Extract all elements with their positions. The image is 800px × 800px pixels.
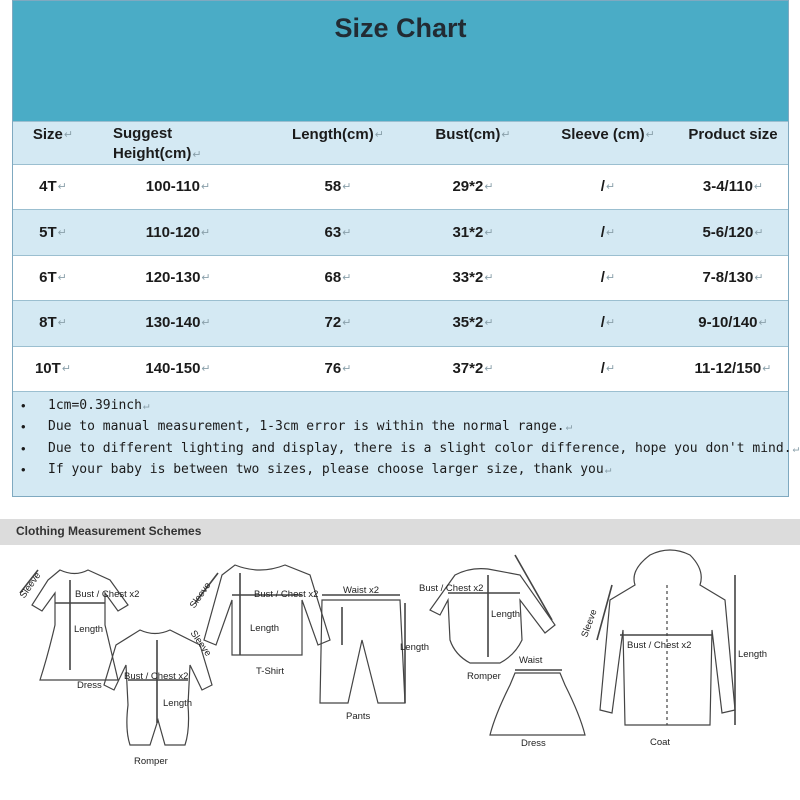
header-size: Size ↵ xyxy=(32,126,74,143)
cell-value: / xyxy=(600,268,605,286)
label-length: Length xyxy=(738,649,768,660)
table-cell: 6T ↵ xyxy=(39,268,67,286)
label-waist-x2: Waist x2 xyxy=(343,585,380,596)
clothing-diagrams xyxy=(0,545,800,800)
cell-value: / xyxy=(600,178,605,196)
table-cell: / ↵ xyxy=(600,178,616,196)
table-cell: 5T ↵ xyxy=(39,223,67,241)
cell-value: 6T xyxy=(39,268,57,286)
label-bust-chest: Bust / Chest x2 xyxy=(75,589,140,600)
size-chart xyxy=(12,0,800,497)
label-waist: Waist xyxy=(519,655,543,666)
label-tshirt: T-Shirt xyxy=(256,666,284,677)
table-cell: / ↵ xyxy=(600,359,616,377)
cell-value: 120-130 xyxy=(145,268,201,286)
table-cell: 140-150 ↵ xyxy=(145,359,211,377)
label-bust-chest: Bust / Chest x2 xyxy=(627,640,692,651)
table-cell: 100-110 ↵ xyxy=(145,178,211,196)
cell-value: 33*2 xyxy=(452,268,484,286)
scheme-title: Clothing Measurement Schemes xyxy=(16,524,202,538)
table-cell: 110-120 ↵ xyxy=(145,223,211,241)
label-dress: Dress xyxy=(77,680,102,691)
coat-diagram-icon xyxy=(597,550,735,725)
table-cell: 7-8/130 ↵ xyxy=(702,268,764,286)
label-length: Length xyxy=(400,642,430,653)
table-cell: 37*2 ↵ xyxy=(452,359,494,377)
table-cell: 33*2 ↵ xyxy=(452,268,494,286)
table-row xyxy=(13,300,788,345)
label-coat: Coat xyxy=(650,737,671,748)
table-cell: / ↵ xyxy=(600,314,616,332)
cell-value: / xyxy=(600,314,605,332)
table-cell: 10T ↵ xyxy=(34,359,72,377)
cell-value: 7-8/130 xyxy=(702,268,754,286)
table-cell: 76 ↵ xyxy=(324,359,352,377)
table-cell: 130-140 ↵ xyxy=(145,314,211,332)
label-bust-chest: Bust / Chest x2 xyxy=(254,589,319,600)
label-length: Length xyxy=(491,609,521,620)
table-row xyxy=(13,255,788,300)
notes-box xyxy=(13,391,800,498)
label-romper: Romper xyxy=(134,756,168,767)
cell-value: 4T xyxy=(39,178,57,196)
table-cell: 4T ↵ xyxy=(39,178,67,196)
label-dress: Dress xyxy=(521,738,546,749)
cell-value: 5-6/120 xyxy=(702,223,754,241)
label-bust-chest: Bust / Chest x2 xyxy=(124,671,189,682)
table-cell: 63 ↵ xyxy=(324,223,352,241)
note-item: • 1cm=0.39inch↵ xyxy=(48,398,150,413)
table-cell: 35*2 ↵ xyxy=(452,314,494,332)
table-cell: 120-130 ↵ xyxy=(145,268,211,286)
cell-value: / xyxy=(600,223,605,241)
cell-value: 9-10/140 xyxy=(698,314,758,332)
cell-value: 11-12/150 xyxy=(694,359,762,377)
cell-value: 63 xyxy=(324,223,342,241)
cell-value: 3-4/110 xyxy=(702,178,753,196)
chart-title: Size Chart xyxy=(334,13,467,43)
table-cell: 29*2 ↵ xyxy=(452,178,494,196)
cell-value: 72 xyxy=(324,314,342,332)
table-cell: 31*2 ↵ xyxy=(452,223,494,241)
note-item: • If your baby is between two sizes, please choose larger size, thank you↵ xyxy=(48,462,611,477)
scheme-header-bar xyxy=(0,519,800,545)
tshirt-diagram-icon xyxy=(195,565,330,655)
table-cell: 8T ↵ xyxy=(39,314,67,332)
header-sleeve: Sleeve (cm) ↵ xyxy=(561,126,655,143)
cell-value: 76 xyxy=(324,359,342,377)
skirt-diagram-icon xyxy=(490,670,585,735)
header-height: Suggest Height(cm)↵ xyxy=(113,125,202,162)
cell-value: 100-110 xyxy=(145,178,200,196)
cell-value: 8T xyxy=(39,314,57,332)
header-length: Length(cm) ↵ xyxy=(292,126,384,143)
cell-value: 58 xyxy=(324,178,342,196)
table-row xyxy=(13,164,788,209)
table-cell: 5-6/120 ↵ xyxy=(702,223,764,241)
label-sleeve: Sleeve xyxy=(17,570,44,601)
label-bust-chest: Bust / Chest x2 xyxy=(419,583,484,594)
header-product-size: Product size xyxy=(688,126,778,143)
cell-value: 5T xyxy=(39,223,57,241)
table-cell: 9-10/140 ↵ xyxy=(698,314,768,332)
cell-value: 10T xyxy=(34,359,61,377)
cell-value: 140-150 xyxy=(145,359,201,377)
table-cell: / ↵ xyxy=(600,223,616,241)
cell-value: 68 xyxy=(324,268,342,286)
label-sleeve: Sleeve xyxy=(187,580,214,611)
cell-value: 35*2 xyxy=(452,314,484,332)
note-item: • Due to manual measurement, 1-3cm error is within the normal range.↵ xyxy=(48,419,572,434)
label-sleeve: Sleeve xyxy=(579,607,600,640)
table-cell: 11-12/150 ↵ xyxy=(694,359,772,377)
label-length: Length xyxy=(74,624,104,635)
cell-value: / xyxy=(600,359,605,377)
table-row xyxy=(13,209,788,254)
table-header-row xyxy=(13,121,788,164)
title-band xyxy=(13,1,788,121)
table-row xyxy=(13,346,788,391)
label-length: Length xyxy=(163,698,193,709)
table-cell: 72 ↵ xyxy=(324,314,352,332)
table-cell: 58 ↵ xyxy=(324,178,352,196)
table-cell: 68 ↵ xyxy=(324,268,352,286)
cell-value: 31*2 xyxy=(452,223,484,241)
header-bust: Bust(cm) ↵ xyxy=(435,126,511,143)
label-sleeve: Sleeve xyxy=(187,628,214,659)
table-cell: 3-4/110 ↵ xyxy=(702,178,764,196)
cell-value: 37*2 xyxy=(452,359,484,377)
label-pants: Pants xyxy=(346,711,371,722)
label-length: Length xyxy=(250,623,280,634)
note-item: • Due to different lighting and display, there is a slight color difference, hope you don't mind.↵ xyxy=(48,441,799,456)
table-cell: / ↵ xyxy=(600,268,616,286)
label-romper: Romper xyxy=(467,671,501,682)
pants-diagram-icon xyxy=(320,595,405,703)
cell-value: 110-120 xyxy=(145,223,200,241)
cell-value: 130-140 xyxy=(145,314,201,332)
cell-value: 29*2 xyxy=(452,178,484,196)
